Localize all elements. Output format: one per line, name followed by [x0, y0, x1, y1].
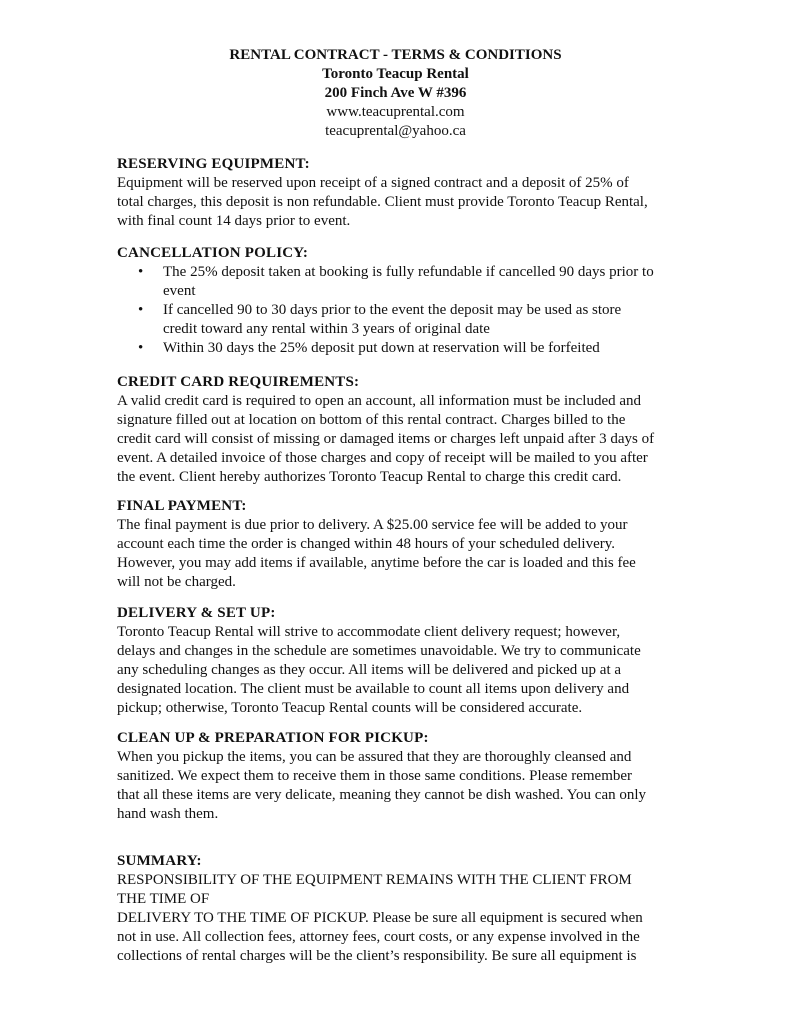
- bullet-icon: •: [138, 302, 144, 318]
- list-item-line: If cancelled 90 to 30 days prior to the event the deposit may be used as store: [163, 302, 622, 318]
- section-cancellation-policy: [117, 244, 685, 358]
- company-name: Toronto Teacup Rental: [322, 66, 469, 82]
- section-heading: CREDIT CARD REQUIREMENTS:: [117, 374, 360, 390]
- section-heading: FINAL PAYMENT:: [117, 498, 247, 514]
- section-line: the event. Client hereby authorizes Toronto Teacup Rental to charge this credit card.: [117, 469, 622, 485]
- section-line: with final count 14 days prior to event.: [117, 213, 351, 229]
- section-line: pickup; otherwise, Toronto Teacup Rental counts will be considered accurate.: [117, 700, 583, 716]
- section-line: RESPONSIBILITY OF THE EQUIPMENT REMAINS WITH THE CLIENT FROM: [117, 872, 632, 888]
- list-item: [117, 263, 685, 301]
- company-address: 200 Finch Ave W #396: [324, 85, 467, 101]
- section-line: DELIVERY TO THE TIME OF PICKUP. Please be sure all equipment is secured when: [117, 910, 643, 926]
- section-line: delays and changes in the schedule are sometimes unavoidable. We try to communicate: [117, 643, 641, 659]
- section-line: credit card will consist of missing or damaged items or charges left unpaid after 3 days of: [117, 431, 655, 447]
- section-line: designated location. The client must be available to count all items upon delivery and: [117, 681, 630, 697]
- list-item-line: Within 30 days the 25% deposit put down at reservation will be forfeited: [163, 340, 600, 356]
- section-line: Toronto Teacup Rental will strive to accommodate client delivery request; however,: [117, 624, 621, 640]
- section-line: total charges, this deposit is non refundable. Client must provide Toronto Teacup Rental,: [117, 194, 648, 210]
- section-line: However, you may add items if available, anytime before the car is loaded and this fee: [117, 555, 636, 571]
- cancellation-list: [117, 263, 685, 358]
- section-line: Equipment will be reserved upon receipt of a signed contract and a deposit of 25% of: [117, 175, 629, 191]
- document-header: [0, 46, 791, 141]
- section-line: that all these items are very delicate, meaning they cannot be dish washed. You can only: [117, 787, 647, 803]
- list-item-line: The 25% deposit taken at booking is fully refundable if cancelled 90 days prior to: [163, 264, 654, 280]
- list-item: [117, 339, 685, 358]
- section-line: not in use. All collection fees, attorney fees, court costs, or any expense involved in the: [117, 929, 640, 945]
- list-item-line: event: [163, 283, 196, 299]
- section-final-payment: [117, 497, 685, 592]
- section-line: A valid credit card is required to open an account, all information must be included and: [117, 393, 642, 409]
- section-reserving-equipment: [117, 155, 685, 231]
- section-line: account each time the order is changed within 48 hours of your scheduled delivery.: [117, 536, 616, 552]
- section-line: will not be charged.: [117, 574, 236, 590]
- section-heading: RESERVING EQUIPMENT:: [117, 156, 310, 172]
- section-line: sanitized. We expect them to receive them in those same conditions. Please remember: [117, 768, 633, 784]
- section-line: collections of rental charges will be the client’s responsibility. Be sure all equipment is: [117, 948, 637, 964]
- bullet-icon: •: [138, 340, 144, 356]
- section-heading: SUMMARY:: [117, 853, 202, 869]
- section-line: When you pickup the items, you can be assured that they are thoroughly cleansed and: [117, 749, 632, 765]
- section-heading: CLEAN UP & PREPARATION FOR PICKUP:: [117, 730, 429, 746]
- list-item-line: credit toward any rental within 3 years of original date: [163, 321, 490, 337]
- section-line: any scheduling changes as they occur. All items will be delivered and picked up at a: [117, 662, 622, 678]
- section-line: event. A detailed invoice of those charges and copy of receipt will be mailed to you after: [117, 450, 648, 466]
- section-line: signature filled out at location on bottom of this rental contract. Charges billed to the: [117, 412, 626, 428]
- section-credit-card-requirements: [117, 373, 685, 487]
- section-summary: [117, 852, 685, 966]
- section-clean-up-preparation: [117, 729, 685, 824]
- section-delivery-set-up: [117, 604, 685, 718]
- document-title: RENTAL CONTRACT - TERMS & CONDITIONS: [229, 47, 562, 63]
- section-heading: CANCELLATION POLICY:: [117, 245, 309, 261]
- company-email: teacuprental@yahoo.ca: [325, 123, 466, 139]
- list-item: [117, 301, 685, 339]
- section-heading: DELIVERY & SET UP:: [117, 605, 276, 621]
- section-line: hand wash them.: [117, 806, 219, 822]
- section-line: The final payment is due prior to delivery. A $25.00 service fee will be added to your: [117, 517, 628, 533]
- company-website: www.teacuprental.com: [326, 104, 465, 120]
- bullet-icon: •: [138, 264, 144, 280]
- section-line: THE TIME OF: [117, 891, 210, 907]
